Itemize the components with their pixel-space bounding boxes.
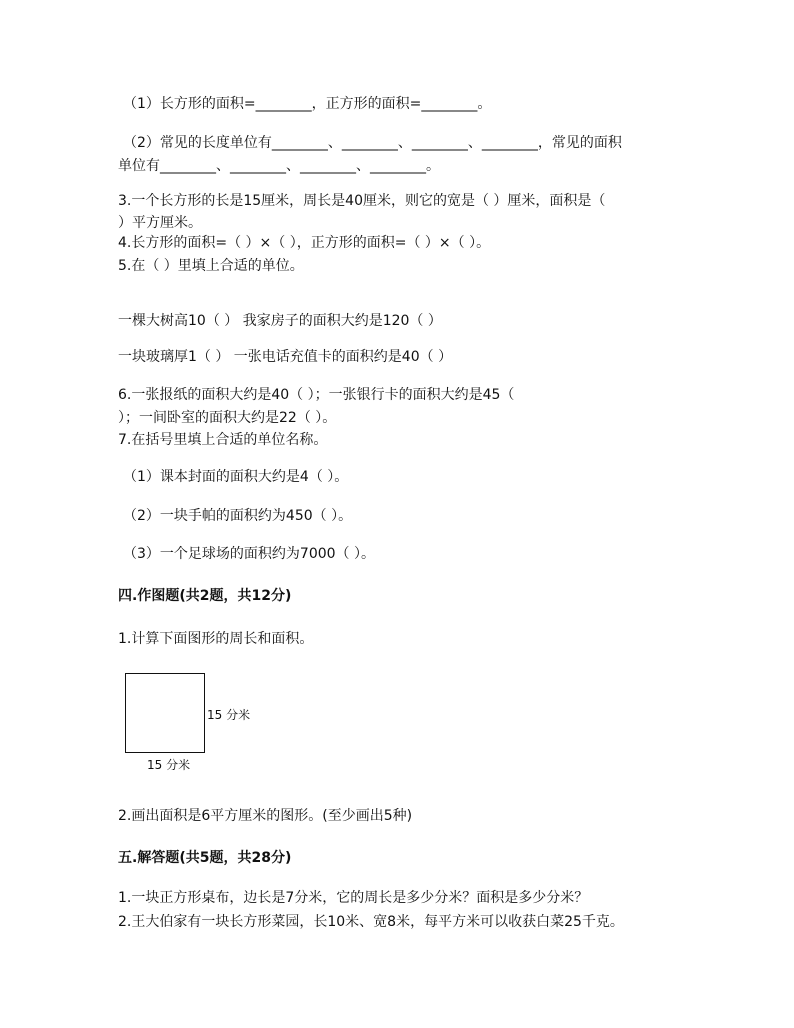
- fill-item-1: （1）长方形的面积=________，正方形的面积=________。: [123, 96, 492, 112]
- section-5-heading: 五.解答题(共5题，共28分): [118, 850, 292, 866]
- square-side-label: 15 分米: [207, 708, 251, 722]
- question-6-line1: 6.一张报纸的面积大约是40（ ）；一张银行卡的面积大约是45（: [118, 387, 515, 403]
- drawing-question-2: 2.画出面积是6平方厘米的图形。(至少画出5种): [118, 808, 413, 824]
- fill-item-2-line2: 单位有________、________、________、________。: [118, 158, 440, 174]
- question-7-item-3: （3）一个足球场的面积约为7000（ ）。: [123, 546, 375, 562]
- unit-row-1: 一棵大树高10（ ） 我家房子的面积大约是120（ ）: [118, 313, 442, 329]
- question-5: 5.在（ ）里填上合适的单位。: [118, 258, 304, 274]
- fill-item-2-line1: （2）常见的长度单位有________、________、________、________，常见的面积: [123, 135, 622, 151]
- question-4: 4.长方形的面积=（ ）×（ ），正方形的面积=（ ）×（ ）。: [118, 235, 491, 251]
- unit-row-2: 一块玻璃厚1（ ） 一张电话充值卡的面积约是40（ ）: [118, 349, 453, 365]
- question-3-line2: ）平方厘米。: [118, 215, 202, 231]
- question-3-line1: 3.一个长方形的长是15厘米，周长是40厘米，则它的宽是（ ）厘米，面积是（: [118, 193, 606, 209]
- section-4-heading: 四.作图题(共2题，共12分): [118, 588, 292, 604]
- answer-question-2: 2.王大伯家有一块长方形菜园，长10米、宽8米，每平方米可以收获白菜25千克。: [118, 914, 624, 930]
- question-7: 7.在括号里填上合适的单位名称。: [118, 432, 328, 448]
- question-7-item-1: （1）课本封面的面积大约是4（ ）。: [123, 469, 349, 485]
- drawing-question-1: 1.计算下面图形的周长和面积。: [118, 631, 314, 647]
- square-bottom-label: 15 分米: [147, 758, 191, 772]
- square-shape: [125, 673, 205, 753]
- question-6-line2: ）；一间卧室的面积大约是22（ ）。: [118, 410, 337, 426]
- question-7-item-2: （2）一块手帕的面积约为450（ ）。: [123, 508, 353, 524]
- answer-question-1: 1.一块正方形桌布，边长是7分米，它的周长是多少分米？面积是多少分米？: [118, 890, 589, 906]
